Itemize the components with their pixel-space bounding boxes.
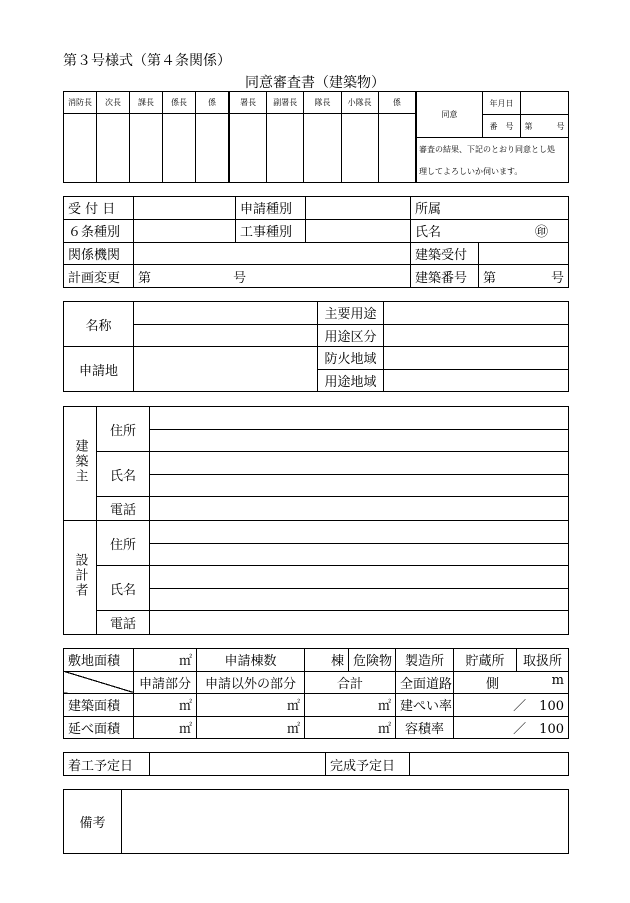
number-label: 番 号: [483, 115, 521, 138]
owner-name-field-2[interactable]: [150, 475, 569, 497]
plan-change-suffix: 号: [233, 270, 247, 286]
owner-label-cell: [64, 407, 97, 521]
sqm-unit: ㎡: [286, 721, 300, 737]
name-label: 名称: [64, 302, 134, 347]
bldg-number-field[interactable]: [479, 265, 569, 288]
main-use-field[interactable]: [384, 302, 569, 325]
owner-phone-field[interactable]: [150, 497, 569, 521]
remarks-label: 備考: [64, 790, 122, 854]
station-approval-table: [229, 91, 416, 183]
floor-area-nonapp-field[interactable]: [197, 716, 305, 739]
designer-label: 設計者: [72, 553, 88, 598]
owner-name-field-1[interactable]: [150, 452, 569, 475]
bldg-unit: 棟: [330, 654, 344, 670]
use-class-field[interactable]: [384, 324, 569, 347]
factory-option[interactable]: 製造所: [396, 649, 454, 672]
platoon-chief-header: 小隊長: [341, 92, 378, 114]
consent-label: 同意: [417, 92, 483, 138]
designer-address-label: 住所: [97, 521, 150, 566]
seal-mark: ㊞: [535, 225, 549, 241]
unit-chief-header: 係長: [163, 92, 196, 114]
sqm-unit: ㎡: [377, 699, 391, 715]
app-type-field[interactable]: [306, 197, 411, 220]
bldg-number-suffix: 号: [551, 270, 565, 286]
handling-option[interactable]: 取扱所: [517, 649, 569, 672]
parties-table: [63, 406, 569, 635]
station-staff-header: 係: [378, 92, 415, 114]
start-date-label: 着工予定日: [64, 753, 150, 776]
sqm-unit: ㎡: [178, 721, 192, 737]
meter-unit: m: [551, 672, 564, 688]
designer-label-cell: [64, 521, 97, 635]
section-chief-header: 課長: [130, 92, 163, 114]
date-label: 年月日: [483, 92, 521, 115]
sqm-unit: ㎡: [178, 699, 192, 715]
area-table: [63, 648, 569, 739]
use-zone-label: 用途地域: [318, 369, 384, 392]
captain-header: 隊長: [304, 92, 341, 114]
sqm-unit: ㎡: [178, 654, 192, 670]
page-title: 同意審査書（建築物）: [245, 75, 385, 91]
site-area-label: 敷地面積: [64, 649, 134, 672]
bldg-area-nonapp-field[interactable]: [197, 694, 305, 717]
stamp-box[interactable]: [267, 114, 304, 183]
work-type-label: 工事種別: [236, 219, 306, 242]
related-agency-field[interactable]: [134, 242, 411, 265]
owner-name-label: 氏名: [97, 452, 150, 497]
bldg-number-label: 建築番号: [411, 265, 479, 288]
designer-address-field-1[interactable]: [150, 521, 569, 544]
name-label: 氏名: [415, 225, 442, 241]
approval-note-1: 審査の結果、下記のとおり同意とし処: [417, 138, 569, 161]
owner-phone-label: 電話: [97, 497, 150, 521]
location-field[interactable]: [134, 347, 318, 392]
fire-zone-field[interactable]: [384, 347, 569, 370]
bldg-number-prefix: 第: [483, 270, 497, 286]
front-road-label: 全面道路: [396, 671, 454, 694]
main-use-label: 主要用途: [318, 302, 384, 325]
app-type-label: 申請種別: [236, 197, 306, 220]
plan-change-number[interactable]: [134, 265, 411, 288]
far-label: 容積率: [396, 716, 454, 739]
sqm-unit: ㎡: [286, 699, 300, 715]
stamp-box[interactable]: [341, 114, 378, 183]
staff-header: 係: [196, 92, 229, 114]
approval-section: [63, 91, 568, 183]
work-type-field[interactable]: [306, 219, 411, 242]
site-table: [63, 301, 569, 392]
designer-name-field-2[interactable]: [150, 589, 569, 611]
location-label: 申請地: [64, 347, 134, 392]
fire-chief-header: 消防長: [64, 92, 97, 114]
use-class-label: 用途区分: [318, 324, 384, 347]
plan-change-prefix: 第: [138, 270, 152, 286]
sqm-unit: ㎡: [377, 721, 391, 737]
designer-name-label: 氏名: [97, 566, 150, 611]
diagonal-header-cell: [64, 671, 134, 694]
total-header: 合計: [305, 671, 396, 694]
owner-address-field-1[interactable]: [150, 407, 569, 430]
hazmat-label: 危険物: [349, 649, 396, 672]
deputy-station-chief-header: 副署長: [267, 92, 304, 114]
num-bldgs-field[interactable]: [305, 649, 349, 672]
stamp-box[interactable]: [230, 114, 267, 183]
bldg-area-total-field[interactable]: [305, 694, 396, 717]
designer-phone-field[interactable]: [150, 611, 569, 635]
bldg-receipt-field[interactable]: [479, 242, 569, 265]
dept-label: 所属: [411, 197, 569, 220]
ratio-unit: ／ 100: [513, 699, 564, 715]
floor-area-label: 延べ面積: [64, 716, 134, 739]
stamp-box[interactable]: [196, 114, 229, 183]
remarks-table: [63, 789, 569, 854]
stamp-box[interactable]: [130, 114, 163, 183]
consent-table: [416, 91, 569, 183]
schedule-table: [63, 752, 569, 776]
stamp-box[interactable]: [64, 114, 97, 183]
owner-address-field-2[interactable]: [150, 430, 569, 452]
approval-note-2: 理してよろしいか伺います。: [417, 160, 569, 183]
coverage-label: 建ぺい率: [396, 694, 454, 717]
stamp-box[interactable]: [97, 114, 130, 183]
designer-phone-label: 電話: [97, 611, 150, 635]
side-unit: 側: [486, 676, 500, 692]
coverage-field[interactable]: [454, 694, 569, 717]
app-part-header: 申請部分: [134, 671, 197, 694]
stamp-box[interactable]: [304, 114, 341, 183]
complete-date-field[interactable]: [410, 753, 569, 776]
ratio-unit: ／ 100: [513, 721, 564, 737]
reception-table: [63, 196, 569, 288]
owner-address-label: 住所: [97, 407, 150, 452]
related-agency-label: 関係機関: [64, 242, 134, 265]
owner-label: 建築主: [72, 439, 88, 484]
floor-area-app-field[interactable]: [134, 716, 197, 739]
name-field-2[interactable]: [134, 324, 318, 347]
received-date-field[interactable]: [134, 197, 236, 220]
number-value[interactable]: 第 号: [521, 115, 569, 138]
stamp-box[interactable]: [378, 114, 415, 183]
fire-dept-approval-table: [63, 91, 229, 183]
use-zone-field[interactable]: [384, 369, 569, 392]
far-field[interactable]: [454, 716, 569, 739]
name-cell: [411, 219, 569, 242]
bldg-area-app-field[interactable]: [134, 694, 197, 717]
deputy-chief-header: 次長: [97, 92, 130, 114]
front-road-field[interactable]: [454, 671, 569, 694]
plan-change-label: 計画変更: [64, 265, 134, 288]
num-bldgs-label: 申請棟数: [197, 649, 305, 672]
site-area-field[interactable]: [134, 649, 197, 672]
storage-option[interactable]: 貯蔵所: [454, 649, 517, 672]
art6-type-label: ６条種別: [64, 219, 134, 242]
non-app-part-header: 申請以外の部分: [197, 671, 305, 694]
date-field[interactable]: [521, 92, 569, 115]
floor-area-total-field[interactable]: [305, 716, 396, 739]
designer-name-field-1[interactable]: [150, 566, 569, 589]
bldg-receipt-label: 建築受付: [411, 242, 479, 265]
stamp-box[interactable]: [163, 114, 196, 183]
remarks-field[interactable]: [122, 790, 569, 854]
bldg-area-label: 建築面積: [64, 694, 134, 717]
station-chief-header: 署長: [230, 92, 267, 114]
art6-type-field[interactable]: [134, 219, 236, 242]
name-field-1[interactable]: [134, 302, 318, 325]
form-number: 第３号様式（第４条関係）: [63, 53, 231, 69]
fire-zone-label: 防火地域: [318, 347, 384, 370]
complete-date-label: 完成予定日: [326, 753, 410, 776]
start-date-field[interactable]: [150, 753, 326, 776]
designer-address-field-2[interactable]: [150, 544, 569, 566]
received-date-label: 受 付 日: [64, 197, 134, 220]
